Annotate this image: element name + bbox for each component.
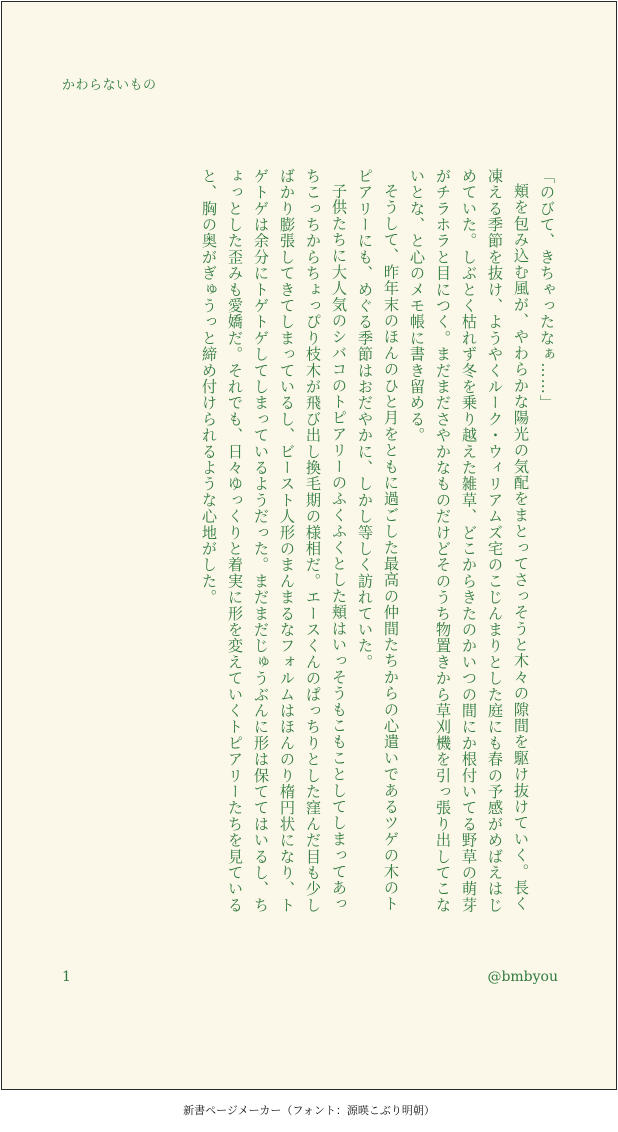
paragraph: そうして、昨年末のほんのひと月をともに過ごした最高の仲間たちからの心遣いであるツゲの木のトピアリーにも、めぐる季節はおだやかに、しかし等しく訪れていた。 xyxy=(356,168,400,913)
vertical-body-text xyxy=(196,168,560,928)
running-header-title: かわらないもの xyxy=(62,78,157,93)
dialogue-line: 「のびて、きちゃったなぁ……」 xyxy=(538,168,556,411)
author-handle: @bmbyou xyxy=(487,969,558,985)
generator-caption: 新書ページメーカー（フォント：源暎こぶり明朝） xyxy=(183,1104,435,1117)
book-page xyxy=(1,1,617,1090)
paragraph: 子供たちに大人気のシバコのトピアリーのふくふくとした頬はいっそうもこもことしてしまってあっちこっちからちょっぴり枝木が飛び出し換毛期の様相だ。エースくんのぱっちりとした窪んだ目も少しばかり膨張してきてしまっているし、ビースト人形のまんまるなフォルムはほんのり楕円状になり、トゲトゲは余分にトゲトゲしてしまっているようだった。まだまだじゅうぶんに形は保ててはいるし、ちょっとした歪みも愛嬌だ。それでも、日々ゆっくりと着実に形を変えていくトピアリーたちを見ていると、胸の奥がぎゅうっと締め付けられるような心地がした。 xyxy=(200,168,348,914)
paragraph: 頬を包み込む風が、やわらかな陽光の気配をまとってさっそうと木々の隙間を駆け抜けていく。長く凍える季節を抜け、ようやくルーク・ウィリアムズ宅のこじんまりとした庭にも春の予感がめばえはじめていた。しぶとく枯れず冬を乗り越えた雑草、どこからきたのかいつの間にか根付いてる野草の萌芽がチラホラと目につく。まだまださやかなものだけどそのうち物置きから草刈機を引っ張り出してこないとな、と心のメモ帳に書き留める。 xyxy=(408,168,530,914)
page-number: 1 xyxy=(62,969,71,985)
